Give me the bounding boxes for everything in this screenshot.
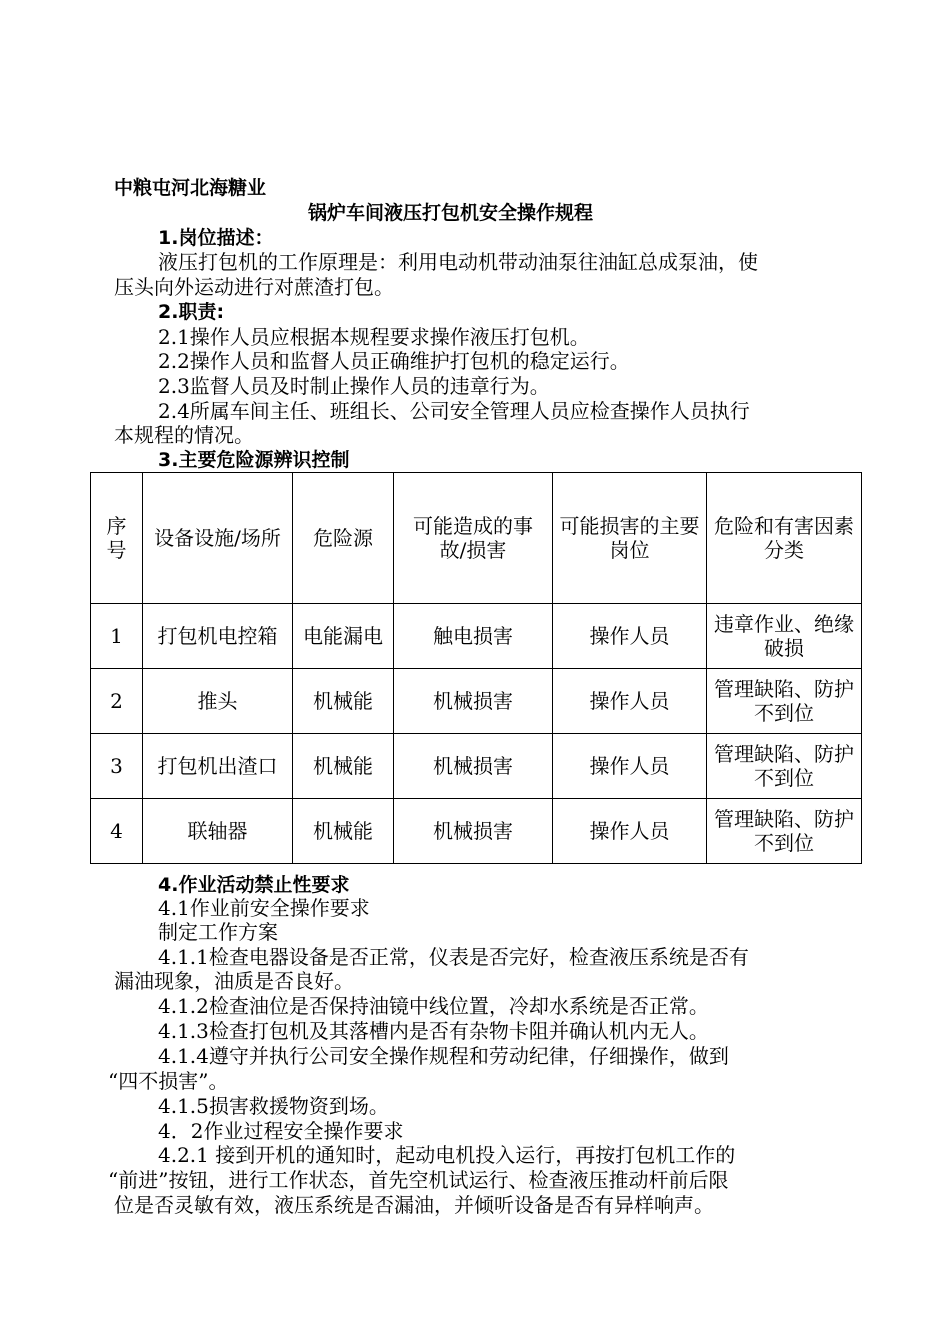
section-3-heading: 3.主要危险源辨识控制: [158, 449, 350, 471]
section-1-para-line-1: 液压打包机的工作原理是：利用电动机带动油泵往油缸总成泵油，使: [158, 250, 758, 274]
section-1-heading: 1.岗位描述：: [158, 227, 274, 249]
step-4-2-1-line-2: “前进”按钮，进行工作状态，首先空机试运行、检查液压推动杆前后限: [108, 1168, 729, 1192]
company-name: 中粮屯河北海糖业: [114, 177, 267, 199]
duty-item-4: 2.4所属车间主任、班组长、公司安全管理人员应检查操作人员执行: [158, 399, 750, 423]
table-cell: 触电损害: [394, 604, 553, 669]
table-cell: 机械损害: [394, 734, 553, 799]
column-header: 可能损害的主要岗位: [553, 473, 707, 604]
duty-item-2: 2.2操作人员和监督人员正确维护打包机的稳定运行。: [158, 349, 630, 373]
duty-item-1: 2.1操作人员应根据本规程要求操作液压打包机。: [158, 325, 590, 349]
duty-item-3: 2.3监督人员及时制止操作人员的违章行为。: [158, 374, 550, 398]
table-cell: 管理缺陷、防护不到位: [707, 799, 862, 864]
step-4-1-1-line-1: 4.1.1检查电器设备是否正常，仪表是否完好，检查液压系统是否有: [158, 945, 749, 969]
table-cell: 1: [91, 604, 143, 669]
column-header: 可能造成的事故/损害: [394, 473, 553, 604]
subsection-4-2: 4．2作业过程安全操作要求: [158, 1119, 404, 1143]
table-cell: 操作人员: [553, 799, 707, 864]
document-title: 锅炉车间液压打包机安全操作规程: [308, 202, 594, 224]
step-4-1-4-line-2: “四不损害”。: [108, 1069, 229, 1093]
table-cell: 打包机出渣口: [143, 734, 293, 799]
table-cell: 4: [91, 799, 143, 864]
section-2-heading: 2.职责:: [158, 301, 225, 323]
column-header: 序号: [91, 473, 143, 604]
table-row: [91, 604, 862, 669]
table-cell: 操作人员: [553, 669, 707, 734]
table-cell: 联轴器: [143, 799, 293, 864]
work-plan-line: 制定工作方案: [158, 920, 278, 944]
step-4-1-4-line-1: 4.1.4遵守并执行公司安全操作规程和劳动纪律，仔细操作，做到: [158, 1044, 729, 1068]
table-cell: 3: [91, 734, 143, 799]
table-row: [91, 669, 862, 734]
step-4-1-3: 4.1.3检查打包机及其落槽内是否有杂物卡阻并确认机内无人。: [158, 1019, 709, 1043]
column-header: 危险和有害因素分类: [707, 473, 862, 604]
table-header-row: [91, 473, 862, 604]
step-4-2-1-line-3: 位是否灵敏有效，液压系统是否漏油，并倾听设备是否有异样响声。: [114, 1193, 714, 1217]
step-4-2-1-line-1: 4.2.1 接到开机的通知时，起动电机投入运行，再按打包机工作的: [158, 1143, 736, 1167]
section-4-heading: 4.作业活动禁止性要求: [158, 874, 350, 896]
table-cell: 机械损害: [394, 799, 553, 864]
table-cell: 操作人员: [553, 734, 707, 799]
duty-item-4-cont: 本规程的情况。: [114, 423, 254, 447]
table-cell: 管理缺陷、防护不到位: [707, 669, 862, 734]
table-cell: 推头: [143, 669, 293, 734]
subsection-4-1: 4.1作业前安全操作要求: [158, 896, 370, 920]
table-cell: 操作人员: [553, 604, 707, 669]
table-row: [91, 734, 862, 799]
table-cell: 机械损害: [394, 669, 553, 734]
step-4-1-2: 4.1.2检查油位是否保持油镜中线位置，冷却水系统是否正常。: [158, 994, 709, 1018]
table-row: [91, 799, 862, 864]
table-cell: 打包机电控箱: [143, 604, 293, 669]
table-cell: 机械能: [293, 734, 394, 799]
column-header: 设备设施/场所: [143, 473, 293, 604]
step-4-1-1-line-2: 漏油现象，油质是否良好。: [114, 969, 354, 993]
table-cell: 机械能: [293, 799, 394, 864]
table-cell: 违章作业、绝缘破损: [707, 604, 862, 669]
step-4-1-5: 4.1.5损害救援物资到场。: [158, 1094, 389, 1118]
table-cell: 2: [91, 669, 143, 734]
table-cell: 电能漏电: [293, 604, 394, 669]
hazard-table: [90, 472, 862, 864]
column-header: 危险源: [293, 473, 394, 604]
table-cell: 管理缺陷、防护不到位: [707, 734, 862, 799]
table-cell: 机械能: [293, 669, 394, 734]
section-1-para-line-2: 压头向外运动进行对蔗渣打包。: [114, 275, 394, 299]
